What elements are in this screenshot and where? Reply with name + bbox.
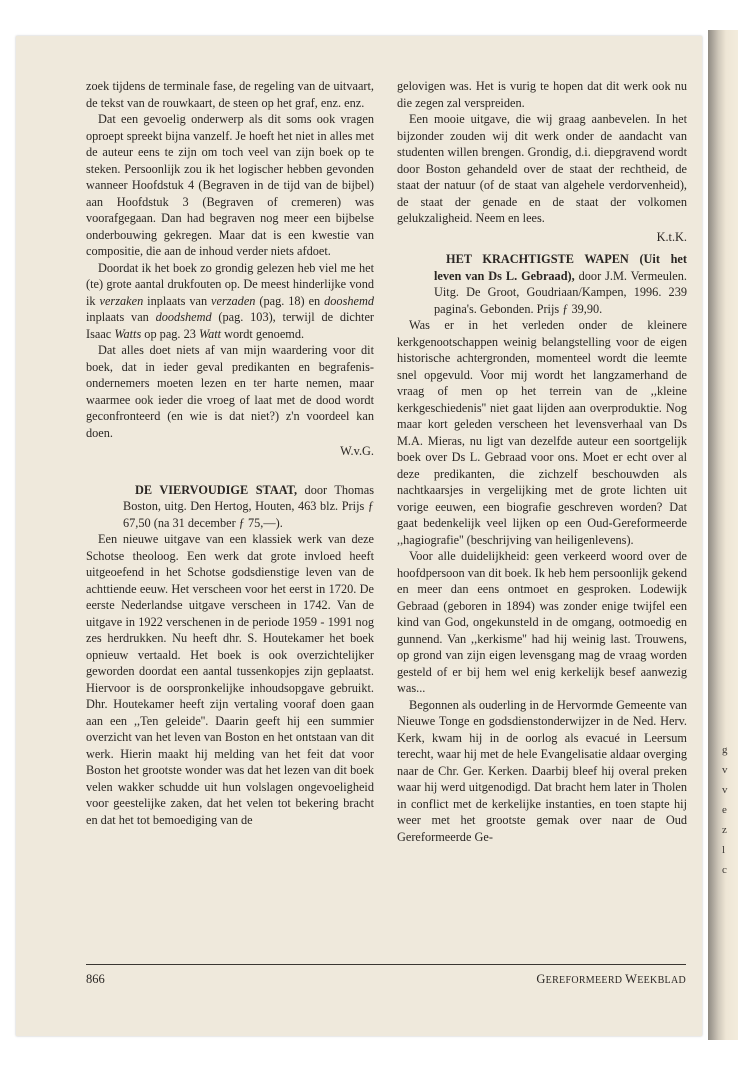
spine-letter: v: [722, 784, 728, 796]
spine-letter: z: [722, 824, 727, 836]
paragraph: Begonnen als ouderling in de Hervormde Gemeente van Nieuwe Tonge en godsdienstonderwijzer in de Ned. Herv. Kerk, kwam hij in de oorlog als evacué in Leersum terecht, waar hij met de hele Evangelisatie aldaar overging naar de Chr. Ger. Kerken. Daarbij bleef hij overal preken waar hij werd uitgenodigd. Dat bracht hem later in Tholen in conflict met de kerkelijke instanties, en toen stapte hij weer met het grootste gemak over naar de Oud Gereformeerde Ge-: [397, 697, 687, 844]
paragraph: zoek tijdens de terminale fase, de regeling van de uitvaart, de tekst van de rouwkaart, de steen op het graf, enz. enz.: [86, 79, 374, 110]
footer-divider: [86, 964, 686, 965]
paragraph: gelovigen was. Het is vurig te hopen dat dit werk ook nu die zegen zal verspreiden.: [397, 79, 687, 110]
spine-letter: v: [722, 764, 728, 776]
spine-letter: g: [722, 744, 728, 756]
italic-word: Watts: [114, 326, 142, 341]
spine-letter: e: [722, 804, 727, 816]
paragraph-typos: Doordat ik het boek zo grondig gelezen heb viel me het (te) grote aantal drukfouten op. De meest hinderlijke vond ik verzaken inplaats van verzaden (pag. 18) en dooshemd inplaats van doodshemd (pag. 103), terwijl de dichter Isaac Watts op pag. 23 Watt wordt genoemd.: [86, 260, 374, 341]
review-title: DE VIERVOUDIGE STAAT,: [135, 482, 298, 497]
right-column: [397, 78, 687, 845]
paragraph: Een mooie uitgave, die wij graag aanbevelen. In het bijzonder zouden wij dit werk onder de aandacht van studenten willen brengen. Grondig, d.i. diepgravend wordt door Boston gehandeld over de staat der rechtheid, de staat der natuur (of de staat van algehele verdorvenheid), de staat der genade en de staat der volkomen gelukzaligheid. Neem en lees.: [397, 112, 687, 225]
author-signature: K.t.K.: [656, 229, 687, 244]
journal-name: GEREFORMEERD WEEKBLAD: [536, 972, 686, 986]
italic-word: doodshemd: [155, 310, 212, 324]
paragraph: Dat alles doet niets af van mijn waardering voor dit boek, dat in ieder geval predikanten en begrafenis-ondernemers moeten lezen en ter harte nemen, maar waarmee ook ieder die vroeg of laat met de dood wordt geconfronteerd (en wie is dat niet?) z'n voordeel kan doen.: [86, 343, 374, 440]
adjacent-page-letters: [722, 740, 734, 880]
review-title: HET KRACHTIGSTE WAPEN (Uit het leven van Ds L. Gebraad),: [434, 252, 687, 283]
adjacent-page-spine: [708, 30, 738, 1040]
spine-letter: l: [722, 844, 726, 856]
review-heading: HET KRACHTIGSTE WAPEN (Uit het leven van Ds L. Gebraad), door J.M. Vermeulen. Uitg. De Groot, Goudriaan/Kampen, 1996. 239 pagina's. Gebonden. Prijs ƒ 39,90.: [434, 252, 687, 316]
italic-word: Watt: [198, 326, 222, 341]
paragraph: Een nieuwe uitgave van een klassiek werk van deze Schotse theoloog. Een werk dat grote invloed heeft uitgeoefend in het Schotse godsdienstige leven van de achttiende eeuw. Het verscheen voor het eerst in 1720. De eerste Nederlandse uitgave verscheen in 1742. Van de uitgave in 1922 verschenen in de periode 1959 - 1991 nog zes herdrukken. Nu heeft dhr. S. Houtekamer het boek opnieuw vertaald. Het boek is ook overzichtelijker geworden doordat een aantal tussenkopjes zijn geplaatst. Hiervoor is de oorspronkelijke inhoudsopgave gebruikt. Dhr. Houtekamer heeft zijn vertaling vooraf doen gaan aan een ,,Ten geleide''. Daarin geeft hij een summier overzicht van het leven van Boston en het ontstaan van dit werk. Hierin maakt hij melding van het feit dat voor Boston het grootste wonder was dat het lezen van dit boek velen wakker schudde uit hun volslagen ongevoeligheid voor geestelijke zaken, dat het velen tot bekering bracht en dat het tot bemoediging van de: [86, 532, 374, 827]
left-column: [86, 78, 374, 828]
review-heading: DE VIERVOUDIGE STAAT, door Thomas Boston, uitg. Den Hertog, Houten, 463 blz. Prijs ƒ 67,50 (na 31 december ƒ 75,—).: [123, 482, 374, 530]
italic-word: verzaken: [99, 293, 144, 308]
italic-word: dooshemd: [324, 293, 374, 308]
italic-word: verzaden: [211, 293, 256, 308]
spine-letter: c: [722, 864, 727, 876]
paragraph: Dat een gevoelig onderwerp als dit soms ook vragen oproept spreekt bijna vanzelf. Je hoeft het niet in alles met de auteur eens te zijn om toch veel van zijn boek op te steken. Persoonlijk zou ik het logischer hebben gevonden wanneer Hoofdstuk 4 (Begraven in de tijd van de bijbel) aan Hoofdstuk 3 (Begraven of cremeren) was voorafgegaan. Dan had begraven nog meer een bijbelse onderbouwing gekregen. Maar dat is een kwestie van compositie, die aan de inhoud verder niets afdoet.: [86, 112, 374, 258]
page-number: 866: [86, 972, 105, 986]
paragraph: Voor alle duidelijkheid: geen verkeerd woord over de hoofdpersoon van dit boek. Ik heb hem persoonlijk gekend en meer dan eens ontmoet en gesproken. Lodewijk Gebraad (geboren in 1894) was zonder enige twijfel een kind van God, ongekunsteld in de omgang, ootmoedig en gunnend. Van ,,kerkisme'' had hij weinig last. Trouwens, op grond van zijn eigen levensgang mag de vraag worden gesteld of er bij hem wel enig kerkelijk besef aanwezig was...: [397, 549, 687, 695]
author-signature: W.v.G.: [340, 444, 374, 458]
paragraph: Was er in het verleden onder de kleinere kerkgenootschappen weinig belangstelling voor de eigen historische achtergronden, momenteel wordt die leemte snel opgevuld. Voor mij wordt het langzamerhand de vraag of men op het terrein van de ,,kleine kerkgeschiedenis'' niet gaat lijden aan overproduktie. Nog maar kort geleden verscheen het levensverhaal van Ds M.A. Mieras, nu ligt van dezelfde auteur een soortgelijk boek over Ds L. Gebraad voor ons. Moet er echt over al deze predikanten, die zichzelf beschouwden als nachtkaarsjes in vergelijking met de grote lichten uit vorige eeuwen, een biografie geschreven worden? Dat gaat bedenkelijk veel lijken op een Oud-Gereformeerde ,,hagiografie'' (beschrijving van heiligenlevens).: [397, 318, 687, 547]
